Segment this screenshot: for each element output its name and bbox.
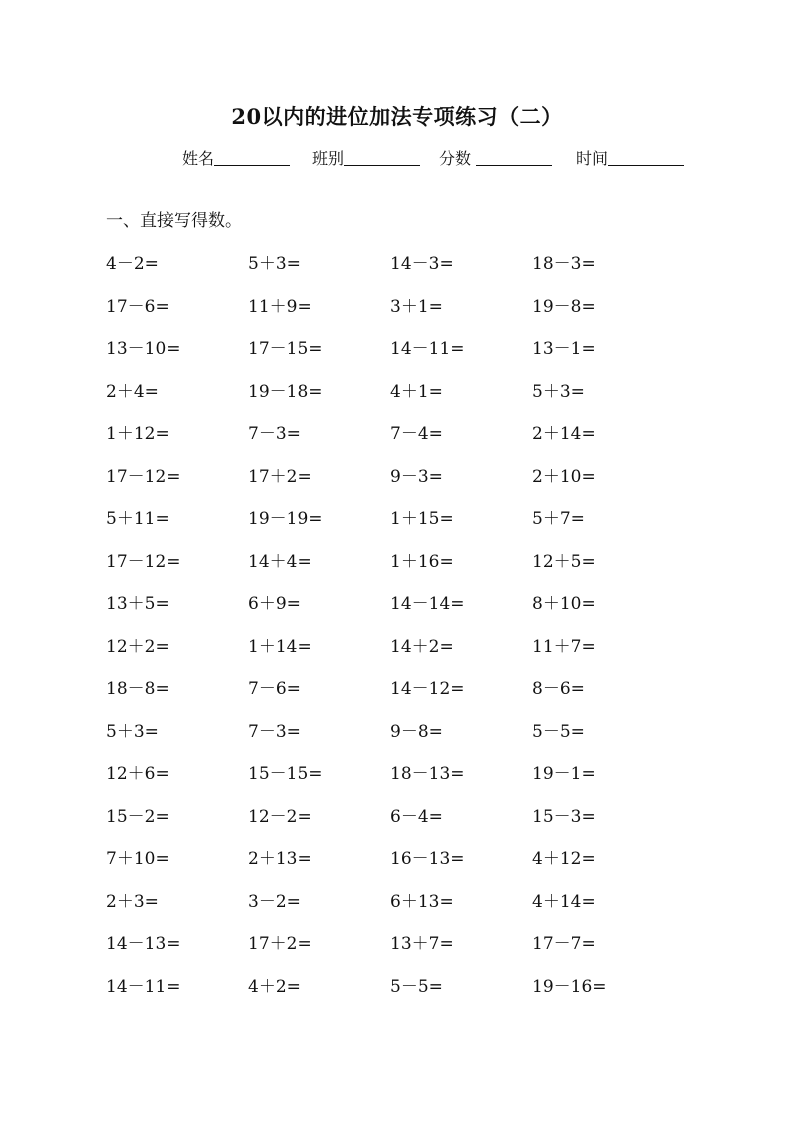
arithmetic-problem: 1＋14= (248, 636, 312, 657)
arithmetic-problem: 18－13= (390, 764, 465, 784)
class-label: 班别 (312, 149, 345, 168)
section-heading: 一、直接写得数。 (106, 211, 242, 231)
arithmetic-problem: 19－1= (532, 764, 596, 784)
arithmetic-problem: 2＋13= (248, 849, 312, 869)
arithmetic-problem: 4＋2= (248, 976, 301, 997)
name-label: 姓名 (182, 149, 215, 168)
arithmetic-problem: 17－6= (106, 296, 170, 317)
arithmetic-problem: 19－18= (248, 381, 323, 402)
name-blank[interactable] (214, 149, 290, 166)
arithmetic-problem: 14－12= (390, 679, 465, 699)
arithmetic-problem: 5＋3= (532, 381, 585, 402)
arithmetic-problem: 8＋10= (532, 594, 596, 614)
arithmetic-problem: 9－3= (390, 466, 443, 487)
problem-row (106, 295, 706, 338)
problem-row (106, 337, 706, 380)
arithmetic-problem: 7－6= (248, 679, 301, 699)
page-title: 20以内的进位加法专项练习（二） (231, 104, 563, 129)
arithmetic-problem: 13＋5= (106, 594, 170, 614)
arithmetic-problem: 4＋1= (390, 381, 443, 402)
arithmetic-problem: 15－3= (532, 806, 596, 827)
time-field[interactable] (576, 148, 684, 170)
arithmetic-problem: 12＋5= (532, 551, 596, 572)
arithmetic-problem: 12＋2= (106, 636, 170, 657)
student-info-row (182, 148, 742, 170)
arithmetic-problem: 5＋3= (106, 721, 159, 742)
arithmetic-problem: 6＋9= (248, 594, 301, 614)
score-field[interactable] (439, 148, 552, 170)
time-label: 时间 (576, 149, 609, 168)
class-field[interactable] (312, 148, 420, 170)
arithmetic-problem: 4＋14= (532, 891, 596, 912)
arithmetic-problem: 14－14= (390, 594, 465, 614)
arithmetic-problem: 2＋4= (106, 381, 159, 402)
arithmetic-problem: 5＋11= (106, 509, 170, 529)
arithmetic-problem: 14＋2= (390, 636, 454, 657)
arithmetic-problem: 14－11= (106, 976, 181, 997)
arithmetic-problem: 4＋12= (532, 849, 596, 869)
arithmetic-problem: 13＋7= (390, 934, 454, 954)
time-blank[interactable] (608, 149, 684, 166)
problem-row (106, 635, 706, 678)
problem-row (106, 592, 706, 635)
arithmetic-problem: 5－5= (390, 976, 443, 997)
problem-row (106, 550, 706, 593)
problem-row (106, 252, 706, 295)
arithmetic-problem: 15－2= (106, 806, 170, 827)
arithmetic-problem: 7－4= (390, 424, 443, 444)
problem-row (106, 805, 706, 848)
problem-row (106, 975, 706, 1018)
problem-row (106, 847, 706, 890)
arithmetic-problem: 17－12= (106, 466, 181, 487)
arithmetic-problem: 1＋16= (390, 551, 454, 572)
arithmetic-problem: 4－2= (106, 254, 159, 274)
problem-row (106, 762, 706, 805)
problem-row (106, 465, 706, 508)
arithmetic-problem: 15－15= (248, 764, 323, 784)
arithmetic-problem: 17－12= (106, 551, 181, 572)
arithmetic-problem: 17－7= (532, 934, 596, 954)
arithmetic-problem: 3＋1= (390, 296, 443, 317)
arithmetic-problem: 6－4= (390, 806, 443, 827)
arithmetic-problem: 2＋14= (532, 424, 596, 444)
problem-row (106, 677, 706, 720)
arithmetic-problem: 19－19= (248, 509, 323, 529)
problem-row (106, 422, 706, 465)
arithmetic-problem: 19－8= (532, 296, 596, 317)
score-label: 分数 (439, 149, 472, 168)
arithmetic-problem: 7－3= (248, 721, 301, 742)
score-blank[interactable] (476, 149, 552, 166)
arithmetic-problem: 2＋10= (532, 466, 596, 487)
arithmetic-problem: 1＋15= (390, 509, 454, 529)
problem-row (106, 720, 706, 763)
arithmetic-problem: 12－2= (248, 806, 312, 827)
arithmetic-problem: 11＋7= (532, 636, 596, 657)
problem-row (106, 380, 706, 423)
name-field[interactable] (182, 148, 290, 170)
arithmetic-problem: 13－1= (532, 339, 596, 359)
problem-row (106, 890, 706, 933)
arithmetic-problem: 13－10= (106, 339, 181, 359)
class-blank[interactable] (344, 149, 420, 166)
arithmetic-problem: 5＋3= (248, 254, 301, 274)
arithmetic-problem: 6＋13= (390, 891, 454, 912)
arithmetic-problem: 17＋2= (248, 466, 312, 487)
arithmetic-problem: 7－3= (248, 424, 301, 444)
arithmetic-problem: 2＋3= (106, 891, 159, 912)
arithmetic-problem: 8－6= (532, 679, 585, 699)
arithmetic-problem: 14－3= (390, 254, 454, 274)
arithmetic-problem: 7＋10= (106, 849, 170, 869)
arithmetic-problem: 5－5= (532, 721, 585, 742)
arithmetic-problem: 11＋9= (248, 296, 312, 317)
arithmetic-problem: 5＋7= (532, 509, 585, 529)
arithmetic-problem: 3－2= (248, 891, 301, 912)
arithmetic-problem: 18－3= (532, 254, 596, 274)
arithmetic-problem: 19－16= (532, 976, 607, 997)
arithmetic-problem: 14－11= (390, 339, 465, 359)
arithmetic-problem: 18－8= (106, 679, 170, 699)
arithmetic-problem: 12＋6= (106, 764, 170, 784)
arithmetic-problem: 16－13= (390, 849, 465, 869)
problem-row (106, 932, 706, 975)
problem-row (106, 507, 706, 550)
arithmetic-problem: 9－8= (390, 721, 443, 742)
arithmetic-problem: 14－13= (106, 934, 181, 954)
problem-grid (106, 252, 706, 1017)
arithmetic-problem: 17＋2= (248, 934, 312, 954)
arithmetic-problem: 14＋4= (248, 551, 312, 572)
arithmetic-problem: 17－15= (248, 339, 323, 359)
arithmetic-problem: 1＋12= (106, 424, 170, 444)
